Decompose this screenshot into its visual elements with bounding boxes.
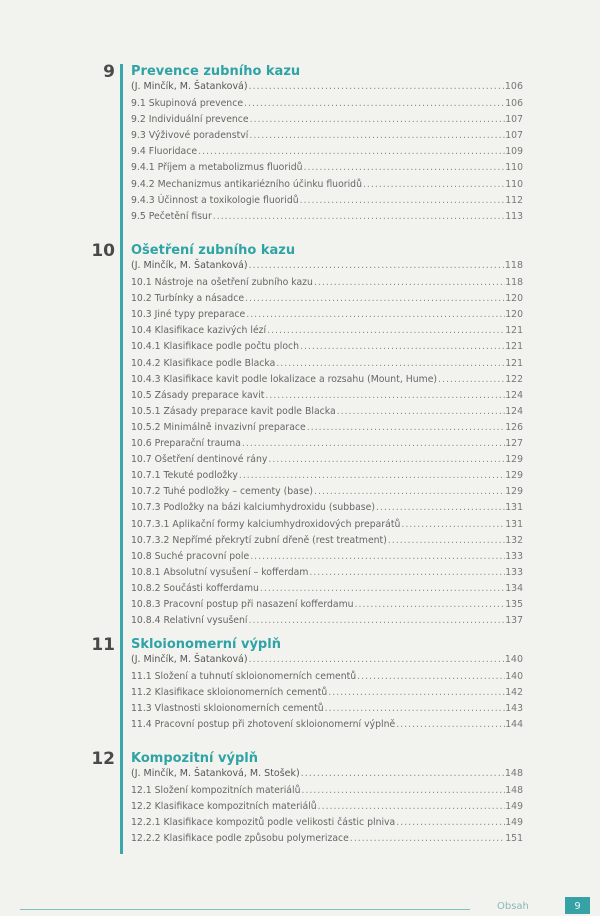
toc-entry-page: 131 xyxy=(505,502,523,514)
toc-entry-label: 11.3 Vlastnosti skloionomerních cementů xyxy=(131,703,324,715)
toc-entry-page: 122 xyxy=(505,373,523,385)
toc-entry[interactable] xyxy=(131,517,523,532)
dot-leader xyxy=(197,144,505,159)
toc-entry[interactable] xyxy=(131,452,523,467)
chapter-authors[interactable] xyxy=(131,652,523,667)
toc-entry-label: 10.8.1 Absolutní vysušení – kofferdam xyxy=(131,566,309,578)
toc-entry-page: 113 xyxy=(505,210,523,222)
toc-entry[interactable] xyxy=(131,831,523,846)
toc-entry[interactable] xyxy=(131,177,523,192)
toc-entry-label: 10.5.1 Zásady preparace kavit podle Blacka xyxy=(131,405,336,417)
toc-entry[interactable] xyxy=(131,799,523,814)
toc-entry-label: 10.8 Suché pracovní pole xyxy=(131,550,250,562)
toc-entry-label: 12.2 Klasifikace kompozitních materiálů xyxy=(131,801,317,813)
dot-leader xyxy=(243,96,505,111)
toc-entry[interactable] xyxy=(131,96,523,111)
toc-entry-page: 135 xyxy=(505,599,523,610)
toc-entry[interactable] xyxy=(131,323,523,338)
toc-entry-label: 10.7.3.1 Aplikační formy kalciumhydroxidových preparátů xyxy=(131,518,401,530)
toc-entry-label: 10.8.2 Součásti kofferdamu xyxy=(131,582,259,594)
toc-entry[interactable] xyxy=(131,339,523,354)
toc-entry-page: 149 xyxy=(505,801,523,813)
footer-section-label: Obsah xyxy=(497,901,529,912)
toc-entry-page: 106 xyxy=(505,98,523,109)
toc-entry[interactable] xyxy=(131,209,523,224)
chapter-authors-label: (J. Minčík, M. Šatanková) xyxy=(131,260,248,271)
toc-entry[interactable] xyxy=(131,193,523,208)
dot-leader xyxy=(264,388,505,403)
toc-entry[interactable] xyxy=(131,112,523,127)
dot-leader xyxy=(362,177,505,192)
chapter-authors-label: (J. Minčík, M. Šatanková) xyxy=(131,654,248,665)
toc-entry-page: 129 xyxy=(505,470,523,482)
dot-leader xyxy=(308,565,505,580)
toc-entry-label: 10.4.3 Klasifikace kavit podle lokalizace a rozsahu (Mount, Hume) xyxy=(131,373,438,385)
toc-entry-page: 124 xyxy=(505,389,523,401)
toc-entry-page: 121 xyxy=(505,357,523,369)
toc-entry-label: 12.2.2 Klasifikace podle způsobu polymerizace xyxy=(131,833,349,845)
dot-leader xyxy=(300,766,505,781)
toc-entry-label: 10.7.3.2 Nepřímé překrytí zubní dřeně (rest treatment) xyxy=(131,534,387,546)
dot-leader xyxy=(249,549,505,564)
toc-entry-label: 10.4 Klasifikace kazivých lézí xyxy=(131,325,267,337)
toc-entry-label: 10.7 Ošetření dentinové rány xyxy=(131,454,268,466)
dot-leader xyxy=(241,436,505,451)
toc-entry-label: 11.1 Složení a tuhnutí skloionomerních cementů xyxy=(131,671,357,682)
toc-entry-label: 10.5 Zásady preparace kavit xyxy=(131,389,265,401)
toc-entry-label: 10.4.2 Klasifikace podle Blacka xyxy=(131,357,276,369)
page-number: 9 xyxy=(565,897,590,914)
toc-entry-page: 133 xyxy=(505,566,523,578)
toc-entry[interactable] xyxy=(131,436,523,451)
chapter-authors-page: 148 xyxy=(504,768,523,779)
chapter-accent-bar xyxy=(120,64,123,854)
toc-entry-page: 129 xyxy=(505,454,523,466)
chapter-title[interactable]: Ošetření zubního kazu xyxy=(131,243,296,258)
toc-entry[interactable] xyxy=(131,160,523,175)
toc-entry-page: 109 xyxy=(505,146,523,158)
chapter-authors-page: 106 xyxy=(504,81,523,92)
dot-leader xyxy=(248,258,505,273)
toc-entry-label: 11.2 Klasifikace skloionomerních cementů xyxy=(131,687,328,699)
toc-entry-label: 10.7.3 Podložky na bázi kalciumhydroxidu (subbase) xyxy=(131,502,375,514)
toc-entry-page: 149 xyxy=(505,817,523,829)
chapter-authors-label: (J. Minčík, M. Šatanková, M. Stošek) xyxy=(131,768,300,779)
toc-entry-label: 9.4.3 Účinnost a toxikologie fluoridů xyxy=(131,194,299,206)
toc-entry[interactable] xyxy=(131,685,523,700)
toc-entry[interactable] xyxy=(131,533,523,548)
toc-entry-page: 133 xyxy=(505,550,523,562)
dot-leader xyxy=(354,597,506,612)
toc-entry[interactable] xyxy=(131,388,523,403)
toc-entry-label: 9.4.1 Příjem a metabolizmus fluoridů xyxy=(131,162,303,174)
chapter-number: 12 xyxy=(91,749,115,769)
dot-leader xyxy=(267,452,505,467)
chapter-title[interactable]: Prevence zubního kazu xyxy=(131,64,301,79)
toc-entry-page: 142 xyxy=(505,687,523,699)
dot-leader xyxy=(248,652,505,667)
dot-leader xyxy=(349,831,505,846)
dot-leader xyxy=(245,307,505,322)
dot-leader xyxy=(275,356,505,371)
toc-entry-page: 126 xyxy=(505,421,523,433)
dot-leader xyxy=(238,468,505,483)
dot-leader xyxy=(324,701,506,716)
dot-leader xyxy=(212,209,505,224)
chapter-authors-label: (J. Minčík, M. Šatanková) xyxy=(131,81,248,92)
toc-entry-page: 143 xyxy=(505,703,523,715)
toc-entry-page: 137 xyxy=(505,615,523,627)
toc-entry[interactable] xyxy=(131,613,523,628)
toc-entry-label: 12.1 Složení kompozitních materiálů xyxy=(131,785,301,796)
toc-entry[interactable] xyxy=(131,404,523,419)
chapter-number: 9 xyxy=(103,62,115,82)
dot-leader xyxy=(395,717,505,732)
toc-entry-label: 12.2.1 Klasifikace kompozitů podle velikosti částic plniva xyxy=(131,817,396,829)
toc-entry[interactable] xyxy=(131,420,523,435)
dot-leader xyxy=(327,685,505,700)
dot-leader xyxy=(248,613,506,628)
toc-entry-page: 110 xyxy=(505,162,523,174)
toc-entry[interactable] xyxy=(131,307,523,322)
toc-entry[interactable] xyxy=(131,815,523,830)
dot-leader xyxy=(317,799,506,814)
dot-leader xyxy=(400,517,505,532)
toc-entry[interactable] xyxy=(131,701,523,716)
dot-leader xyxy=(313,275,505,290)
toc-entry-page: 151 xyxy=(505,833,523,845)
dot-leader xyxy=(313,484,505,499)
chapter-authors[interactable] xyxy=(131,258,523,273)
toc-entry-page: 140 xyxy=(505,671,523,682)
dot-leader xyxy=(303,160,506,175)
toc-entry-label: 10.8.3 Pracovní postup při nasazení kofferdamu xyxy=(131,599,354,610)
toc-entry-page: 134 xyxy=(505,582,523,594)
toc-entry[interactable] xyxy=(131,468,523,483)
toc-entry-label: 10.2 Turbínky a násadce xyxy=(131,293,245,305)
toc-entry[interactable] xyxy=(131,783,523,798)
dot-leader xyxy=(375,500,505,515)
toc-entry[interactable] xyxy=(131,356,523,371)
toc-entry-page: 121 xyxy=(505,325,523,337)
toc-entry[interactable] xyxy=(131,581,523,596)
chapter-authors[interactable] xyxy=(131,766,523,781)
toc-entry-label: 9.1 Skupinová prevence xyxy=(131,98,244,109)
toc-entry-page: 127 xyxy=(505,438,523,449)
dot-leader xyxy=(306,420,505,435)
chapter-title[interactable]: Skloionomerní výplň xyxy=(131,637,281,652)
toc-entry[interactable] xyxy=(131,500,523,515)
dot-leader xyxy=(387,533,505,548)
toc-entry[interactable] xyxy=(131,128,523,143)
toc-entry[interactable] xyxy=(131,275,523,290)
toc-entry[interactable] xyxy=(131,597,523,612)
toc-entry-page: 144 xyxy=(505,719,523,731)
toc-entry-label: 10.6 Preparační trauma xyxy=(131,438,241,449)
toc-entry-page: 120 xyxy=(505,293,523,305)
toc-entry[interactable] xyxy=(131,717,523,732)
dot-leader xyxy=(248,128,505,143)
toc-entry-label: 9.4.2 Mechanizmus antikariézního účinku fluoridů xyxy=(131,178,362,190)
toc-entry-label: 9.2 Individuální prevence xyxy=(131,114,249,126)
dot-leader xyxy=(299,193,506,208)
toc-entry-page: 120 xyxy=(505,309,523,321)
dot-leader xyxy=(300,783,505,798)
toc-entry-page: 107 xyxy=(505,114,523,126)
toc-entry[interactable] xyxy=(131,669,523,684)
toc-entry-page: 132 xyxy=(505,534,523,546)
toc-entry-label: 11.4 Pracovní postup při zhotovení skloionomerní výplně xyxy=(131,719,396,731)
toc-entry[interactable] xyxy=(131,144,523,159)
toc-entry[interactable] xyxy=(131,484,523,499)
toc-entry-label: 10.5.2 Minimálně invazivní preparace xyxy=(131,421,306,433)
toc-entry-page: 129 xyxy=(505,486,523,498)
toc-entry-page: 124 xyxy=(505,405,523,417)
toc-entry-page: 112 xyxy=(505,194,523,206)
chapter-authors-page: 118 xyxy=(504,260,523,271)
toc-entry-label: 9.5 Pečetění fisur xyxy=(131,210,212,222)
dot-leader xyxy=(437,372,505,387)
dot-leader xyxy=(395,815,505,830)
toc-entry-label: 10.7.1 Tekuté podložky xyxy=(131,470,238,482)
toc-entry-page: 110 xyxy=(505,178,523,190)
toc-entry-label: 10.4.1 Klasifikace podle počtu ploch xyxy=(131,341,300,353)
toc-entry-label: 10.1 Nástroje na ošetření zubního kazu xyxy=(131,277,313,288)
toc-entry[interactable] xyxy=(131,291,523,306)
toc-entry-page: 121 xyxy=(505,341,523,353)
toc-entry-page: 131 xyxy=(505,518,523,530)
toc-entry-page: 148 xyxy=(505,785,523,796)
footer-divider xyxy=(20,909,470,910)
toc-entry-page: 118 xyxy=(505,277,523,288)
chapter-number: 11 xyxy=(91,635,115,655)
chapter-authors-page: 140 xyxy=(504,654,523,665)
toc-entry[interactable] xyxy=(131,372,523,387)
chapter-number: 10 xyxy=(91,241,115,261)
toc-entry-page: 107 xyxy=(505,130,523,142)
dot-leader xyxy=(259,581,505,596)
chapter-title[interactable]: Kompozitní výplň xyxy=(131,751,258,766)
dot-leader xyxy=(248,79,505,94)
dot-leader xyxy=(266,323,505,338)
dot-leader xyxy=(356,669,505,684)
dot-leader xyxy=(336,404,506,419)
dot-leader xyxy=(249,112,506,127)
toc-entry-label: 10.3 Jiné typy preparace xyxy=(131,309,246,321)
dot-leader xyxy=(244,291,505,306)
toc-entry[interactable] xyxy=(131,565,523,580)
toc-entry[interactable] xyxy=(131,549,523,564)
toc-entry-label: 10.7.2 Tuhé podložky – cementy (base) xyxy=(131,486,314,498)
toc-entry-label: 9.3 Výživové poradenství xyxy=(131,130,249,142)
toc-entry-label: 9.4 Fluoridace xyxy=(131,146,198,158)
toc-entry-label: 10.8.4 Relativní vysušení xyxy=(131,615,248,627)
dot-leader xyxy=(299,339,505,354)
chapter-authors[interactable] xyxy=(131,79,523,94)
